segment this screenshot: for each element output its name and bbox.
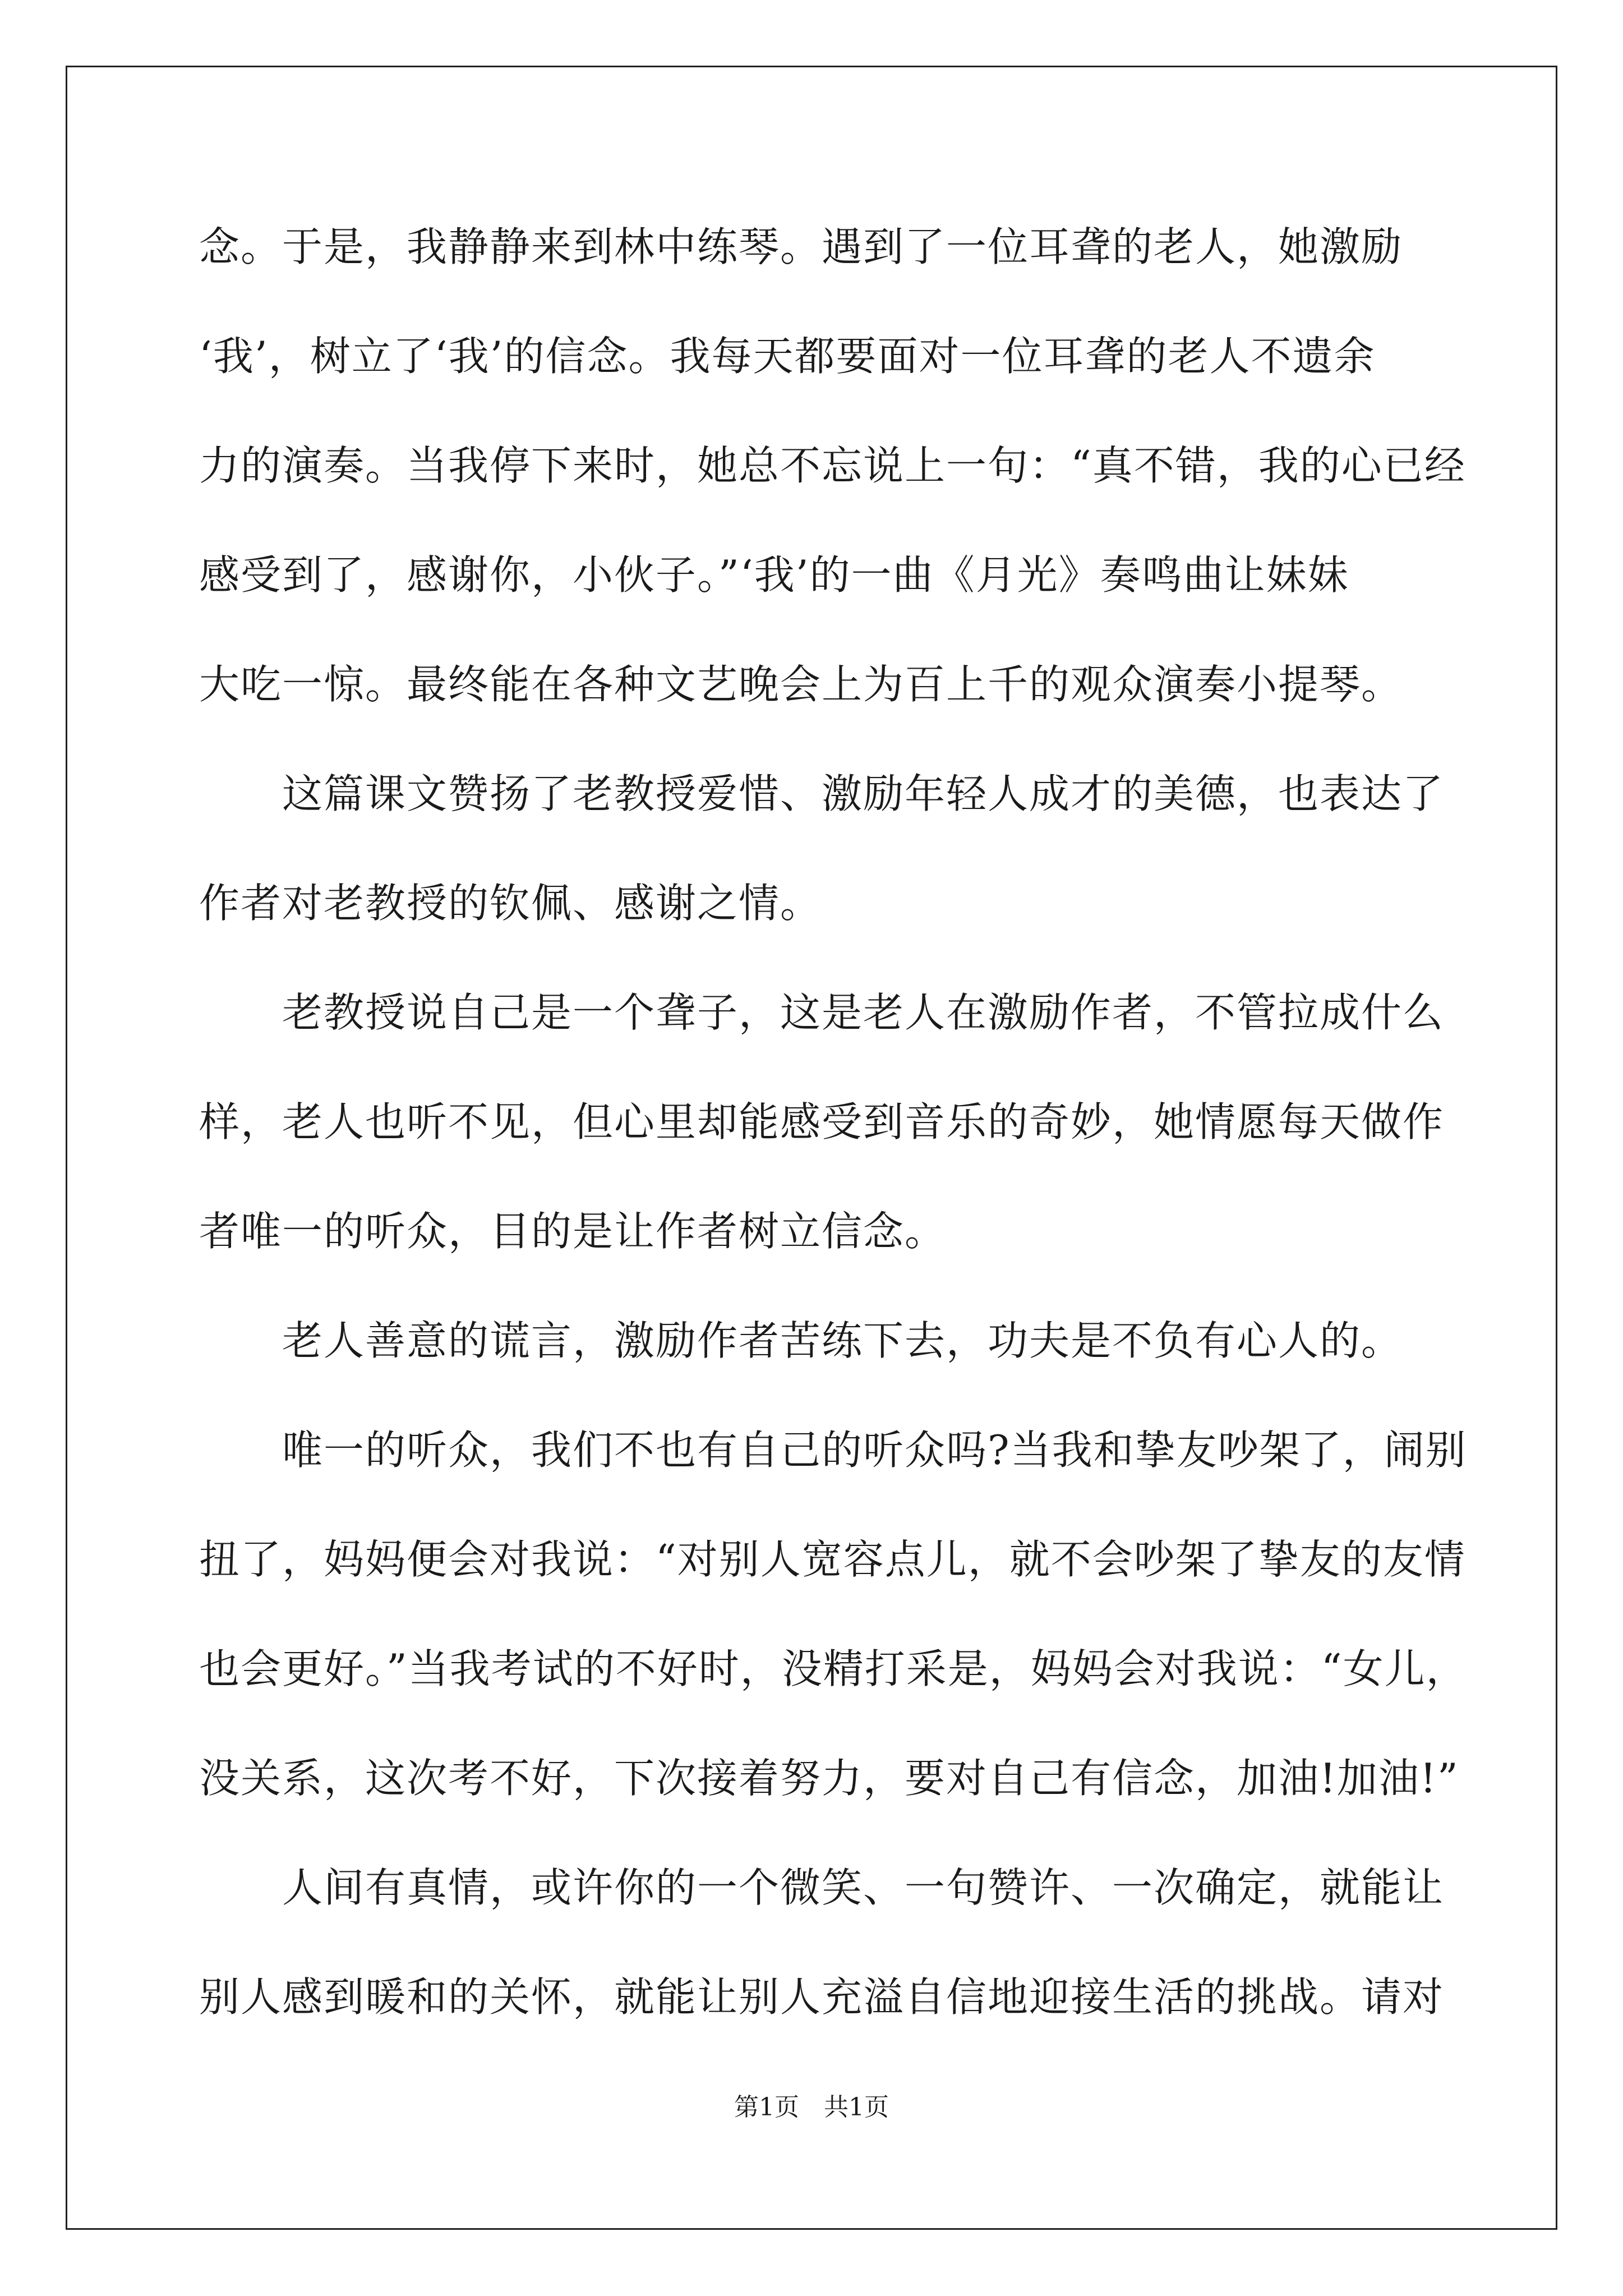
text-line: 作者对老教授的钦佩、感谢之情。 <box>199 880 822 927</box>
text-line: 力的演奏。当我停下来时，她总不忘说上一句：“真不错，我的心已经 <box>199 442 1466 489</box>
text-line: 感受到了，感谢你，小伙子。”‘我’的一曲《月光》奏鸣曲让妹妹 <box>199 551 1349 599</box>
text-line: 人间有真情，或许你的一个微笑、一句赞许、一次确定，就能让 <box>199 1864 1445 1911</box>
text-line: 大吃一惊。最终能在各种文艺晚会上为百上千的观众演奏小提琴。 <box>199 661 1403 708</box>
text-line: 老人善意的谎言，激励作者苦练下去，功夫是不负有心人的。 <box>199 1317 1403 1364</box>
text-line: 者唯一的听众，目的是让作者树立信念。 <box>199 1208 947 1255</box>
text-line: ‘我’，树立了‘我’的信念。我每天都要面对一位耳聋的老人不遗余 <box>199 333 1376 380</box>
text-line: 扭了，妈妈便会对我说：“对别人宽容点儿，就不会吵架了挚友的友情 <box>199 1536 1466 1583</box>
text-line: 唯一的听众，我们不也有自己的听众吗?当我和挚友吵架了，闹别 <box>199 1427 1467 1474</box>
text-line: 这篇课文赞扬了老教授爱惜、激励年轻人成才的美德，也表达了 <box>199 770 1445 817</box>
text-line: 老教授说自己是一个聋子，这是老人在激励作者，不管拉成什么 <box>199 989 1445 1036</box>
text-line: 念。于是，我静静来到林中练琴。遇到了一位耳聋的老人，她激励 <box>199 223 1403 270</box>
page-footer: 第1页 共1页 <box>734 2093 889 2122</box>
text-line: 也会更好。”当我考试的不好时，没精打采是，妈妈会对我说：“女儿， <box>199 1645 1468 1692</box>
text-line: 样，老人也听不见，但心里却能感受到音乐的奇妙，她情愿每天做作 <box>199 1098 1445 1145</box>
text-line: 没关系，这次考不好，下次接着努力，要对自己有信念，加油!加油!” <box>199 1755 1459 1802</box>
text-line: 别人感到暖和的关怀，就能让别人充溢自信地迎接生活的挑战。请对 <box>199 1973 1445 2021</box>
